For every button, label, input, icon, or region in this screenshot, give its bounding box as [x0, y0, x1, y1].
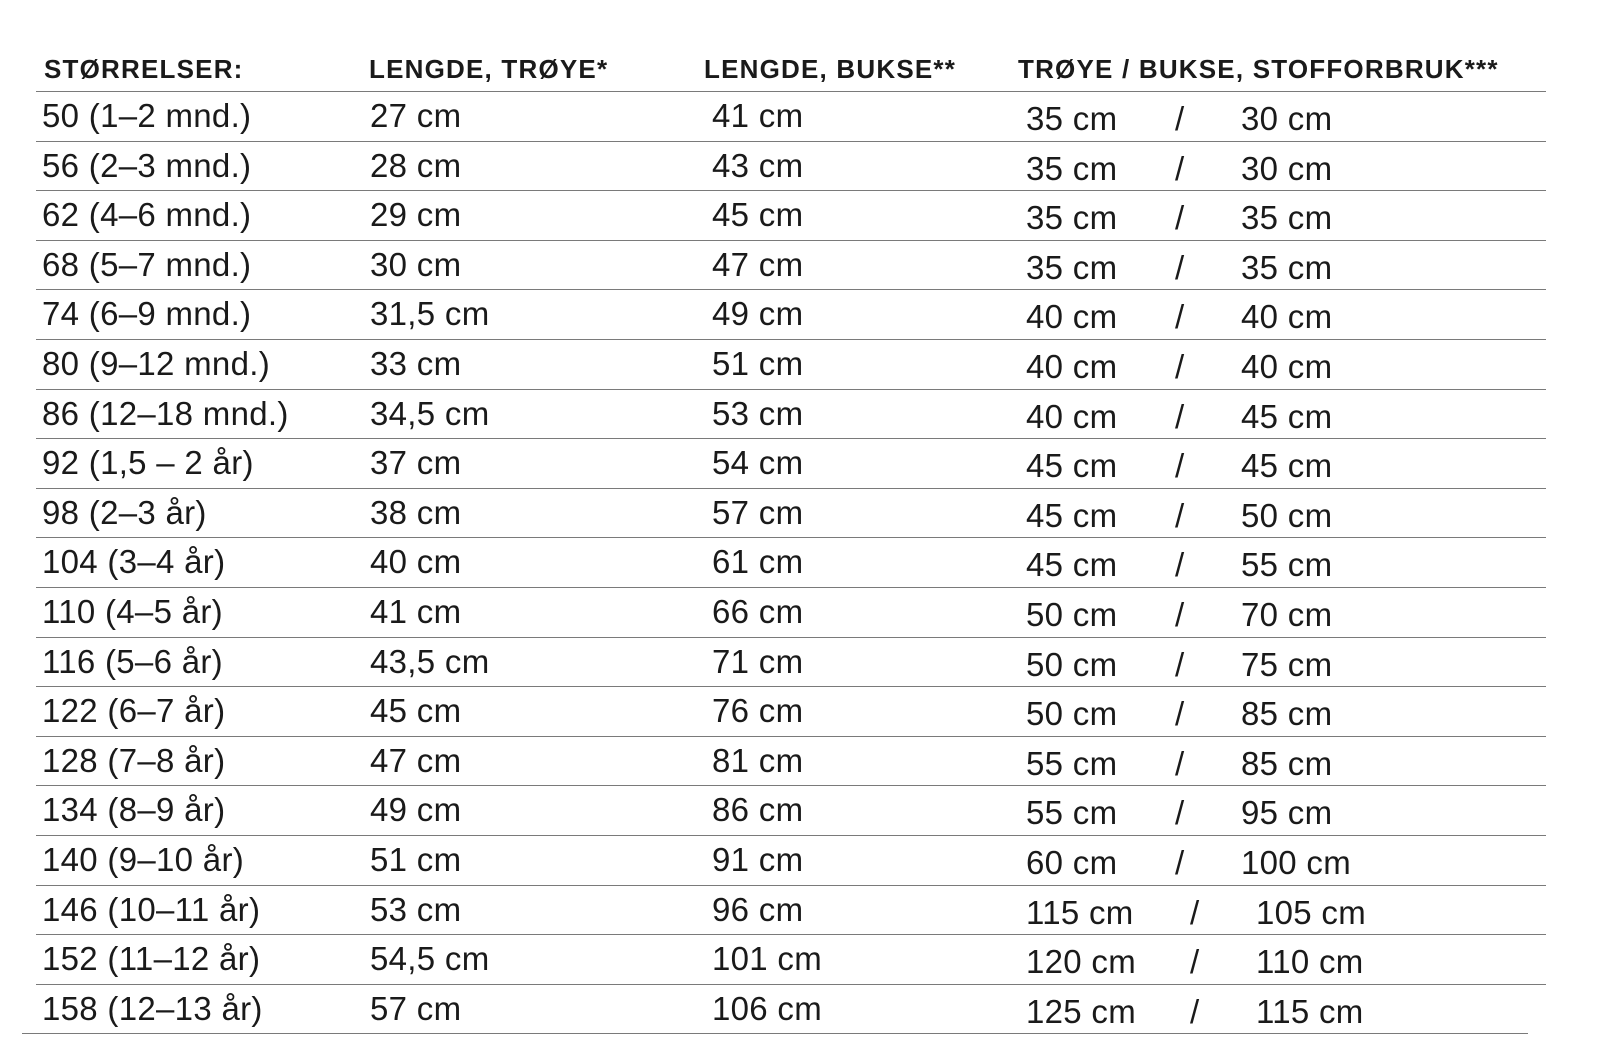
pants-length-cell: 106 cm [712, 989, 823, 1027]
fabric-pants-cell: 85 cm [1241, 695, 1333, 733]
fabric-pants-cell: 55 cm [1241, 546, 1333, 584]
pants-length-cell: 101 cm [712, 940, 823, 978]
fabric-pants-cell: 75 cm [1241, 645, 1333, 683]
size-cell: 146 (10–11 år) [42, 890, 261, 928]
table-row [0, 190, 1602, 239]
fabric-top-cell: 125 cm [1026, 992, 1137, 1030]
fabric-top-cell: 50 cm [1026, 596, 1118, 633]
top-length-cell: 33 cm [370, 345, 462, 382]
fabric-top-cell: 120 cm [1026, 943, 1137, 981]
fabric-separator: / [1175, 298, 1185, 336]
fabric-pants-cell: 40 cm [1241, 298, 1333, 336]
table-row [0, 885, 1602, 934]
pants-length-cell: 47 cm [712, 245, 804, 283]
top-length-cell: 30 cm [370, 245, 462, 283]
fabric-pants-cell: 105 cm [1256, 893, 1367, 931]
fabric-separator: / [1175, 546, 1185, 584]
pants-length-cell: 61 cm [712, 543, 804, 581]
fabric-separator: / [1175, 744, 1185, 782]
fabric-top-cell: 40 cm [1026, 348, 1118, 385]
fabric-pants-cell: 85 cm [1241, 744, 1333, 782]
fabric-top-cell: 35 cm [1026, 149, 1118, 187]
top-length-cell: 31,5 cm [370, 295, 490, 333]
fabric-top-cell: 40 cm [1026, 397, 1118, 435]
size-cell: 134 (8–9 år) [42, 791, 226, 829]
fabric-top-cell: 55 cm [1026, 744, 1118, 782]
pants-length-cell: 51 cm [712, 345, 804, 382]
fabric-separator: / [1190, 992, 1200, 1030]
fabric-separator: / [1175, 844, 1185, 881]
table-row [0, 488, 1602, 537]
table-row [0, 537, 1602, 586]
fabric-top-cell: 45 cm [1026, 546, 1118, 584]
size-cell: 74 (6–9 mnd.) [42, 295, 252, 333]
fabric-pants-cell: 95 cm [1241, 794, 1333, 832]
top-length-cell: 34,5 cm [370, 394, 490, 432]
fabric-separator: / [1175, 496, 1185, 534]
fabric-pants-cell: 45 cm [1241, 447, 1333, 485]
fabric-top-cell: 45 cm [1026, 447, 1118, 485]
fabric-top-cell: 35 cm [1026, 100, 1118, 137]
pants-length-cell: 71 cm [712, 642, 804, 680]
top-length-cell: 47 cm [370, 741, 462, 779]
fabric-top-cell: 50 cm [1026, 695, 1118, 733]
fabric-separator: / [1175, 397, 1185, 435]
table-header [0, 54, 1602, 92]
fabric-separator: / [1175, 794, 1185, 832]
fabric-separator: / [1175, 199, 1185, 237]
size-cell: 128 (7–8 år) [42, 741, 226, 779]
fabric-separator: / [1190, 943, 1200, 981]
size-cell: 116 (5–6 år) [42, 642, 223, 680]
size-cell: 110 (4–5 år) [42, 593, 223, 630]
pants-length-cell: 49 cm [712, 295, 804, 333]
table-row [0, 637, 1602, 686]
size-cell: 140 (9–10 år) [42, 841, 245, 878]
fabric-pants-cell: 45 cm [1241, 397, 1333, 435]
top-length-cell: 53 cm [370, 890, 462, 928]
fabric-top-cell: 115 cm [1026, 893, 1134, 931]
top-length-cell: 43,5 cm [370, 642, 490, 680]
fabric-separator: / [1175, 248, 1185, 286]
pants-length-cell: 96 cm [712, 890, 804, 928]
fabric-separator: / [1175, 348, 1185, 385]
size-cell: 122 (6–7 år) [42, 692, 226, 730]
fabric-pants-cell: 70 cm [1241, 596, 1333, 633]
size-cell: 152 (11–12 år) [42, 940, 261, 978]
pants-length-cell: 54 cm [712, 444, 804, 482]
table-row [0, 339, 1602, 388]
size-cell: 56 (2–3 mnd.) [42, 146, 252, 184]
top-length-cell: 29 cm [370, 196, 462, 234]
size-cell: 62 (4–6 mnd.) [42, 196, 252, 234]
fabric-pants-cell: 115 cm [1256, 992, 1364, 1030]
size-cell: 158 (12–13 år) [42, 989, 263, 1027]
table-row [0, 91, 1602, 140]
row-divider [22, 1033, 1528, 1034]
pants-length-cell: 76 cm [712, 692, 804, 730]
fabric-top-cell: 45 cm [1026, 496, 1118, 534]
pants-length-cell: 91 cm [712, 841, 804, 878]
table-row [0, 934, 1602, 983]
pants-length-cell: 53 cm [712, 394, 804, 432]
size-cell: 98 (2–3 år) [42, 493, 207, 531]
top-length-cell: 51 cm [370, 841, 462, 878]
fabric-pants-cell: 40 cm [1241, 348, 1333, 385]
fabric-separator: / [1190, 893, 1200, 931]
fabric-separator: / [1175, 645, 1185, 683]
fabric-top-cell: 40 cm [1026, 298, 1118, 336]
top-length-cell: 27 cm [370, 97, 462, 134]
fabric-pants-cell: 100 cm [1241, 844, 1352, 881]
fabric-top-cell: 50 cm [1026, 645, 1118, 683]
fabric-pants-cell: 30 cm [1241, 149, 1333, 187]
table-row [0, 389, 1602, 438]
size-cell: 104 (3–4 år) [42, 543, 226, 581]
top-length-cell: 40 cm [370, 543, 462, 581]
size-cell: 68 (5–7 mnd.) [42, 245, 252, 283]
fabric-top-cell: 35 cm [1026, 248, 1118, 286]
table-row [0, 438, 1602, 487]
top-length-cell: 45 cm [370, 692, 462, 730]
table-row [0, 141, 1602, 190]
header-top-length: LENGDE, TRØYE* [369, 54, 609, 84]
pants-length-cell: 41 cm [712, 97, 804, 134]
fabric-top-cell: 60 cm [1026, 844, 1118, 881]
size-cell: 92 (1,5 – 2 år) [42, 444, 254, 482]
pants-length-cell: 66 cm [712, 593, 804, 630]
table-row [0, 289, 1602, 338]
top-length-cell: 41 cm [370, 593, 462, 630]
fabric-separator: / [1175, 100, 1185, 137]
table-row [0, 587, 1602, 636]
size-cell: 80 (9–12 mnd.) [42, 345, 270, 382]
fabric-separator: / [1175, 695, 1185, 733]
top-length-cell: 49 cm [370, 791, 462, 829]
size-cell: 86 (12–18 mnd.) [42, 394, 289, 432]
table-row [0, 736, 1602, 785]
top-length-cell: 38 cm [370, 493, 462, 531]
table-row [0, 686, 1602, 735]
header-pants-length: LENGDE, BUKSE** [704, 54, 957, 84]
size-cell: 50 (1–2 mnd.) [42, 97, 252, 134]
pants-length-cell: 43 cm [712, 146, 804, 184]
fabric-pants-cell: 50 cm [1241, 496, 1333, 534]
fabric-pants-cell: 35 cm [1241, 199, 1333, 237]
top-length-cell: 54,5 cm [370, 940, 490, 978]
top-length-cell: 57 cm [370, 989, 462, 1027]
fabric-pants-cell: 30 cm [1241, 100, 1333, 137]
pants-length-cell: 86 cm [712, 791, 804, 829]
header-sizes: STØRRELSER: [44, 54, 244, 84]
fabric-separator: / [1175, 149, 1185, 187]
table-row [0, 240, 1602, 289]
fabric-pants-cell: 35 cm [1241, 248, 1333, 286]
fabric-separator: / [1175, 447, 1185, 485]
fabric-top-cell: 35 cm [1026, 199, 1118, 237]
top-length-cell: 28 cm [370, 146, 462, 184]
pants-length-cell: 57 cm [712, 493, 804, 531]
table-row [0, 984, 1602, 1033]
fabric-pants-cell: 110 cm [1256, 943, 1364, 981]
header-fabric-usage: TRØYE / BUKSE, STOFFORBRUK*** [1018, 54, 1499, 84]
pants-length-cell: 45 cm [712, 196, 804, 234]
table-row [0, 785, 1602, 834]
fabric-separator: / [1175, 596, 1185, 633]
top-length-cell: 37 cm [370, 444, 462, 482]
fabric-top-cell: 55 cm [1026, 794, 1118, 832]
table-row [0, 835, 1602, 884]
pants-length-cell: 81 cm [712, 741, 804, 779]
